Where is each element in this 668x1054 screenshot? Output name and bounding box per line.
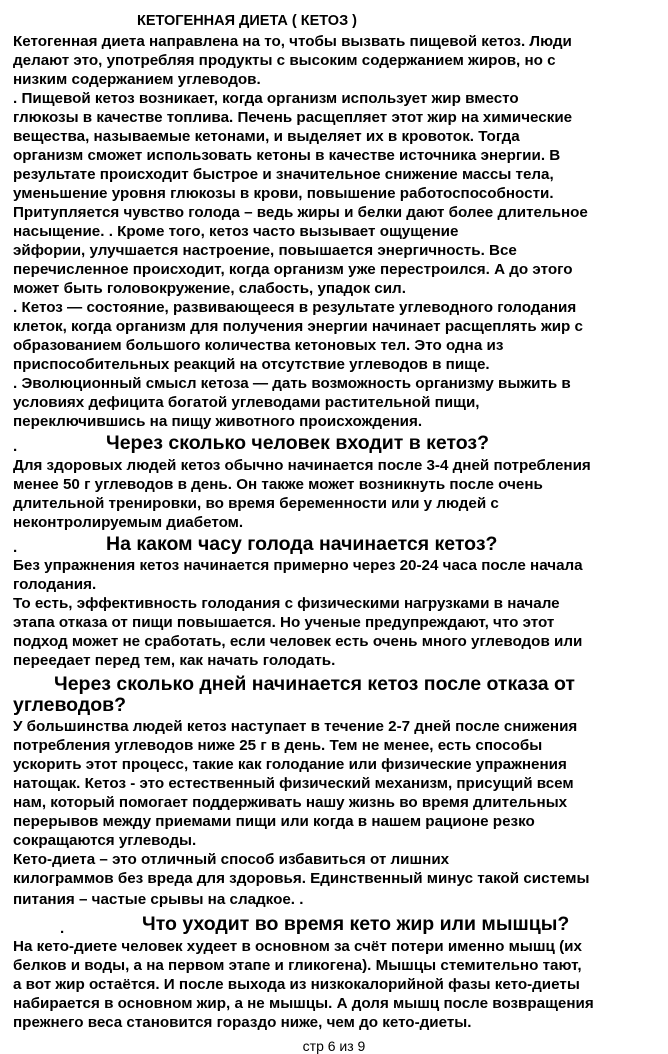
intro-line: результате происходит быстрое и значительное снижение массы тела,	[13, 166, 554, 183]
intro-line: насыщение. . Кроме того, кетоз часто вызывает ощущение	[13, 223, 459, 240]
section-marker: .	[60, 920, 65, 937]
section-line: нам, который помогает поддерживать нашу жизнь во время длительных	[13, 794, 568, 811]
intro-line: клеток, когда организм для получения энергии начинает расщеплять жир с	[13, 318, 583, 335]
section-line: менее 50 г углеводов в день. Он также может возникнуть после очень	[13, 476, 543, 493]
section-line: длительной тренировки, во время беременности или у людей с	[13, 495, 499, 512]
section-line: потребления углеводов ниже 25 г в день. Тем не менее, есть способы	[13, 737, 543, 754]
intro-line: . Пищевой кетоз возникает, когда организм использует жир вместо	[13, 90, 519, 107]
section-line: перерывов между приемами пищи или когда в нашем рационе резко	[13, 813, 535, 830]
section-heading: Через сколько человек входит в кетоз?	[106, 432, 489, 454]
intro-line: . Эволюционный смысл кетоза — дать возможность организму выжить в	[13, 375, 571, 392]
intro-line: переключившись на пищу животного происхождения.	[13, 413, 423, 430]
section-line: а вот жир остаётся. И после выхода из низкокалорийной фазы кето-диеты	[13, 976, 580, 993]
page-number: стр 6 из 9	[302, 1038, 366, 1054]
intro-line: условиях дефицита богатой углеводами растительной пищи,	[13, 394, 480, 411]
section-marker: .	[13, 438, 18, 455]
section-line: прежнего веса становится гораздо ниже, чем до кето-диеты.	[13, 1014, 472, 1031]
section-line: набирается в основном жир, а не мышцы. А доля мышц после возвращения	[13, 995, 594, 1012]
intro-line: глюкозы в качестве топлива. Печень расщепляет этот жир на химические	[13, 109, 573, 126]
section-heading: На каком часу голода начинается кетоз?	[106, 533, 498, 555]
document-title: КЕТОГЕННАЯ ДИЕТА ( КЕТОЗ )	[137, 13, 358, 29]
section-line: Без упражнения кетоз начинается примерно через 20-24 часа после начала	[13, 557, 583, 574]
section-line: голодания.	[13, 576, 97, 593]
intro-line: вещества, называемые кетонами, и выделяет их в кровоток. Тогда	[13, 128, 520, 145]
intro-line: перечисленное происходит, когда организм уже перестроился. А до этого	[13, 261, 573, 278]
section-heading: Что уходит во время кето жир или мышцы?	[142, 913, 570, 935]
section-line: На кето-диете человек худеет в основном за счёт потери именно мышц (их	[13, 938, 582, 955]
section-line: килограммов без вреда для здоровья. Единственный минус такой системы	[13, 870, 590, 887]
section-line: ускорить этот процесс, такие как голодание или физические упражнения	[13, 756, 567, 773]
intro-line: эйфории, улучшается настроение, повышается энергичность. Все	[13, 242, 517, 259]
section-line: этапа отказа от пищи повышается. Но ученые предупреждают, что этот	[13, 614, 555, 631]
intro-line: Кетогенная диета направлена на то, чтобы вызвать пищевой кетоз. Люди	[13, 33, 572, 50]
section-line: У большинства людей кетоз наступает в течение 2-7 дней после снижения	[13, 718, 578, 735]
section-line: Кето-диета – это отличный способ избавиться от лишних	[13, 851, 450, 868]
section-line: натощак. Кетоз - это естественный физический механизм, присущий всем	[13, 775, 574, 792]
section-heading: углеводов?	[13, 694, 127, 716]
intro-line: низким содержанием углеводов.	[13, 71, 261, 88]
section-line: переедает перед тем, как начать голодать.	[13, 652, 336, 669]
section-heading: Через сколько дней начинается кетоз после отказа от	[54, 673, 575, 695]
intro-line: приспособительных реакций на отсутствие углеводов в пище.	[13, 356, 490, 373]
section-line: неконтролируемым диабетом.	[13, 514, 244, 531]
intro-line: . Кетоз — состояние, развивающееся в результате углеводного голодания	[13, 299, 577, 316]
section-line: питания – частые срывы на сладкое. .	[13, 891, 304, 908]
intro-line: образованием большого количества кетоновых тел. Это одна из	[13, 337, 504, 354]
section-line: Для здоровых людей кетоз обычно начинается после 3-4 дней потребления	[13, 457, 591, 474]
section-line: белков и воды, а на первом этапе и гликогена). Мышцы стемительно тают,	[13, 957, 582, 974]
intro-line: может быть головокружение, слабость, упадок сил.	[13, 280, 406, 297]
intro-line: Притупляется чувство голода – ведь жиры и белки дают более длительное	[13, 204, 588, 221]
section-marker: .	[13, 539, 18, 556]
intro-line: организм сможет использовать кетоны в качестве источника энергии. В	[13, 147, 561, 164]
intro-line: уменьшение уровня глюкозы в крови, повышение работоспособности.	[13, 185, 554, 202]
section-line: подход может не сработать, если человек есть очень много углеводов или	[13, 633, 583, 650]
section-line: сокращаются углеводы.	[13, 832, 197, 849]
intro-line: делают это, употребляя продукты с высоким содержанием жиров, но с	[13, 52, 556, 69]
section-line: То есть, эффективность голодания с физическими нагрузками в начале	[13, 595, 560, 612]
